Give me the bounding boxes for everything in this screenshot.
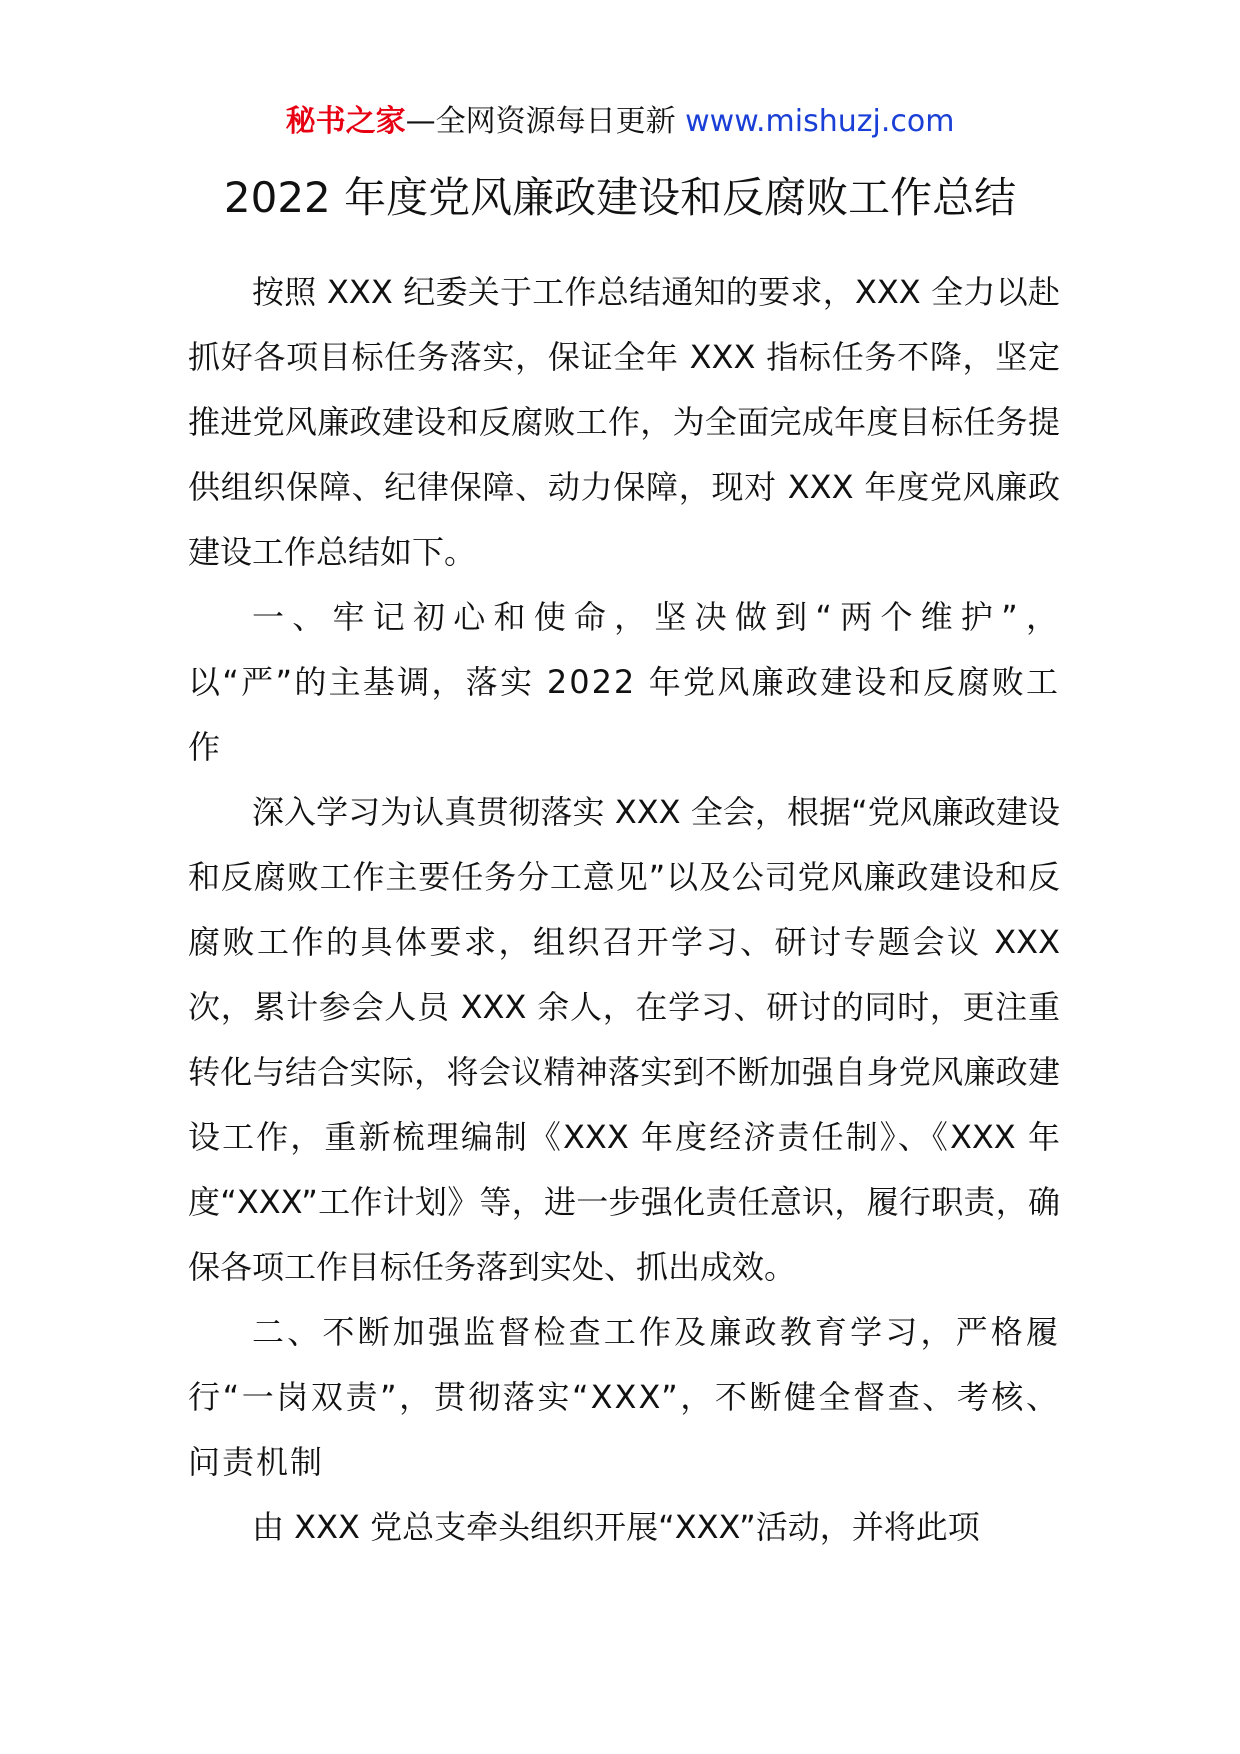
section-paragraph-2: 由 XXX 党总支牵头组织开展“XXX”活动，并将此项	[252, 1508, 980, 1546]
section-heading-1: 一、牢记初心和使命，坚决做到“两个维护”，以“严”的主基调，落实 2022 年党风廉政建设和反腐败工作	[188, 598, 1060, 766]
brand-name: 秘书之家	[285, 104, 406, 139]
intro-paragraph: 按照 XXX 纪委关于工作总结通知的要求，XXX 全力以赴抓好各项目标任务落实，保证全年 XXX 指标任务不降，坚定推进党风廉政建设和反腐败工作，为全面完成年度目标任务提供组织保障、纪律保障、动力保障，现对 XXX 年度党风廉政建设工作总结如下。	[188, 273, 1060, 571]
document-title: 2022 年度党风廉政建设和反腐败工作总结	[223, 173, 1017, 222]
section-heading-2: 二、不断加强监督检查工作及廉政教育学习，严格履行“一岗双责”，贯彻落实“XXX”，不断健全督查、考核、问责机制	[188, 1313, 1060, 1481]
site-banner	[0, 100, 1240, 144]
banner-slogan: —全网资源每日更新	[405, 104, 676, 139]
document-body	[188, 260, 1060, 1560]
site-url-link[interactable]: www.mishuzj.com	[685, 104, 955, 139]
section-paragraph-1: 深入学习为认真贯彻落实 XXX 全会，根据“党风廉政建设和反腐败工作主要任务分工意见”以及公司党风廉政建设和反腐败工作的具体要求，组织召开学习、研讨专题会议 XXX 次，累计参会人员 XXX 余人，在学习、研讨的同时，更注重转化与结合实际，将会议精神落实到不断加强自身党风廉政建设工作，重新梳理编制《XXX 年度经济责任制》、《XXX 年度“XXX”工作计划》等，进一步强化责任意识，履行职责，确保各项工作目标任务落到实处、抓出成效。	[188, 793, 1060, 1286]
